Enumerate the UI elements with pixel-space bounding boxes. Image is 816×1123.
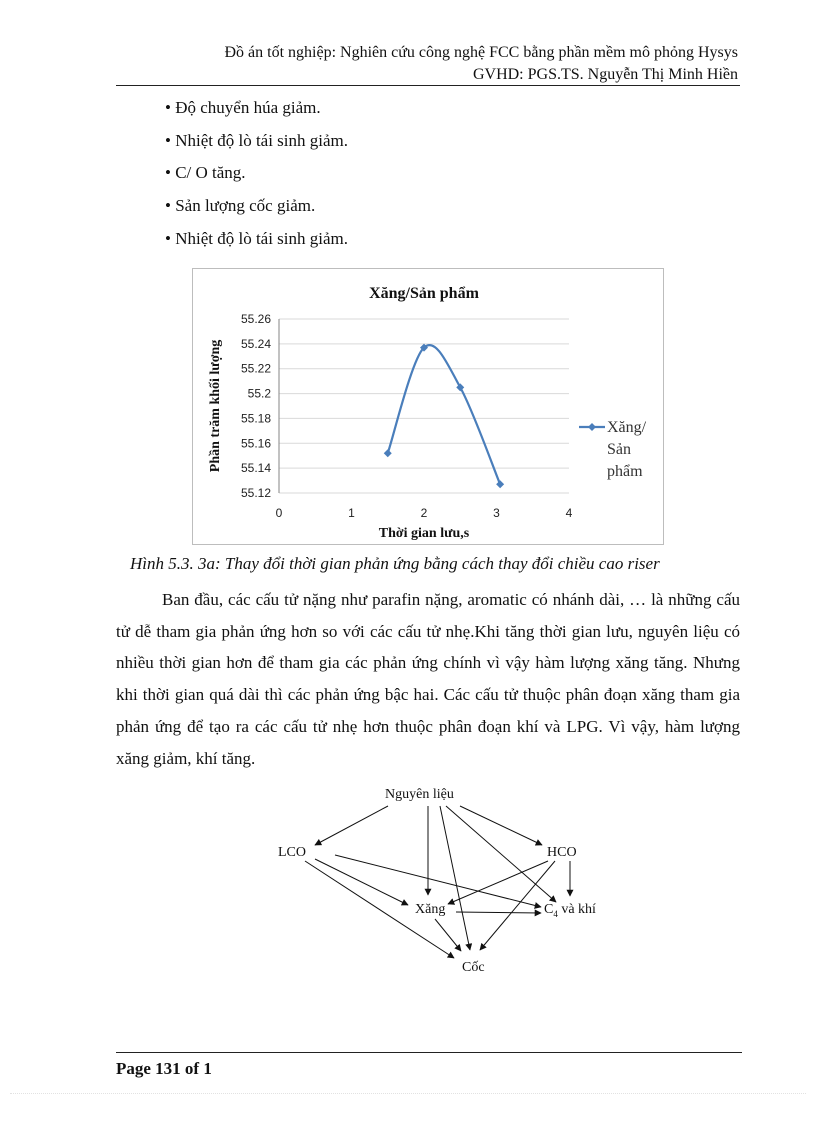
y-tick-label: 55.16: [240, 436, 271, 451]
y-tick-label: 55.14: [240, 461, 271, 476]
y-tick-label: 55.26: [240, 312, 271, 326]
node-feed: Nguyên liệu: [385, 787, 454, 802]
node-gasoline: Xăng: [415, 902, 446, 917]
arrow-gasoline-coke: [435, 919, 461, 951]
line-chart: [193, 269, 663, 544]
bullet-item: • Độ chuyển húa giảm.: [165, 98, 321, 117]
legend-label: Xăng/: [607, 419, 647, 436]
body-paragraph: [116, 584, 740, 774]
x-tick-label: 0: [275, 506, 283, 520]
node-gas-c: C: [544, 902, 554, 917]
reaction-diagram: [260, 782, 620, 982]
bullet-item: • C/ O tăng.: [165, 163, 246, 182]
data-point: [384, 449, 392, 457]
data-point: [496, 480, 504, 488]
body-paragraph-text: Ban đầu, các cấu tử nặng như parafin nặng, aromatic có nhánh dài, … là những cấu tử dễ tham gia phản ứng hơn so với các cấu tử nhẹ.Khi tăng thời gian lưu, nguyên liệu có nhiều thời gian hơn để tham gia các phản ứng chính vì vậy hàm lượng xăng tăng. Nhưng khi thời gian quá dài thì các phản ứng bậc hai. Các cấu tử thuộc phân đoạn xăng tham gia phản ứng để tạo ra các cấu tử nhẹ hơn thuộc phân đoạn khí và LPG. Vì vậy, hàm lượng xăng giảm, khí tăng.: [116, 590, 740, 768]
x-axis-label: Thời gian lưu,s: [378, 526, 470, 541]
y-tick-label: 55.2: [247, 386, 271, 401]
node-gas-subscript: 4: [553, 908, 558, 919]
chart-frame: [192, 268, 664, 545]
data-point: [456, 383, 464, 391]
x-tick-label: 1: [348, 506, 355, 520]
footer-divider: [116, 1052, 742, 1053]
legend-label: Sản: [607, 441, 631, 458]
node-gas: [544, 902, 596, 919]
page-edge: [10, 1093, 806, 1094]
node-coke: Cốc: [462, 960, 485, 975]
bullet-item: • Nhiệt độ lò tái sinh giảm.: [165, 229, 349, 248]
header-divider: [116, 85, 740, 86]
y-tick-label: 55.12: [240, 486, 271, 500]
series-line: [388, 345, 500, 484]
y-tick-label: 55.18: [240, 411, 271, 426]
header-title: Đồ án tốt nghiệp: Nghiên cứu công nghệ FCC bằng phần mềm mô phỏng Hysys: [224, 44, 738, 61]
reaction-arrows: [260, 782, 620, 982]
arrow-gasoline-gas: [456, 912, 541, 913]
x-tick-label: 4: [565, 506, 573, 520]
header-supervisor: GVHD: PGS.TS. Nguyễn Thị Minh Hiền: [472, 66, 738, 83]
legend-label: phẩm: [607, 463, 643, 480]
arrow-feed-coke: [440, 806, 470, 950]
x-tick-label: 2: [420, 506, 428, 520]
arrow-feed-hco: [460, 806, 542, 845]
arrow-feed-lco: [315, 806, 388, 845]
bullet-item: • Nhiệt độ lò tái sinh giảm.: [165, 131, 349, 150]
y-axis-label: Phần trăm khối lượng: [208, 339, 223, 473]
legend-marker: [588, 423, 596, 431]
x-tick-label: 3: [493, 506, 500, 520]
page-number: Page 131 of 1: [116, 1059, 212, 1078]
chart-title: Xăng/Sản phẩm: [369, 285, 479, 302]
bullet-item: • Sản lượng cốc giảm.: [165, 196, 316, 215]
node-gas-rest: và khí: [557, 902, 596, 917]
node-lco: LCO: [278, 845, 306, 860]
figure-caption: Hình 5.3. 3a: Thay đổi thời gian phản ứng bằng cách thay đổi chiều cao riser: [130, 554, 660, 573]
y-tick-label: 55.22: [240, 361, 271, 376]
node-hco: HCO: [547, 845, 577, 860]
y-tick-label: 55.24: [240, 336, 271, 351]
arrow-lco-gas: [335, 855, 541, 907]
